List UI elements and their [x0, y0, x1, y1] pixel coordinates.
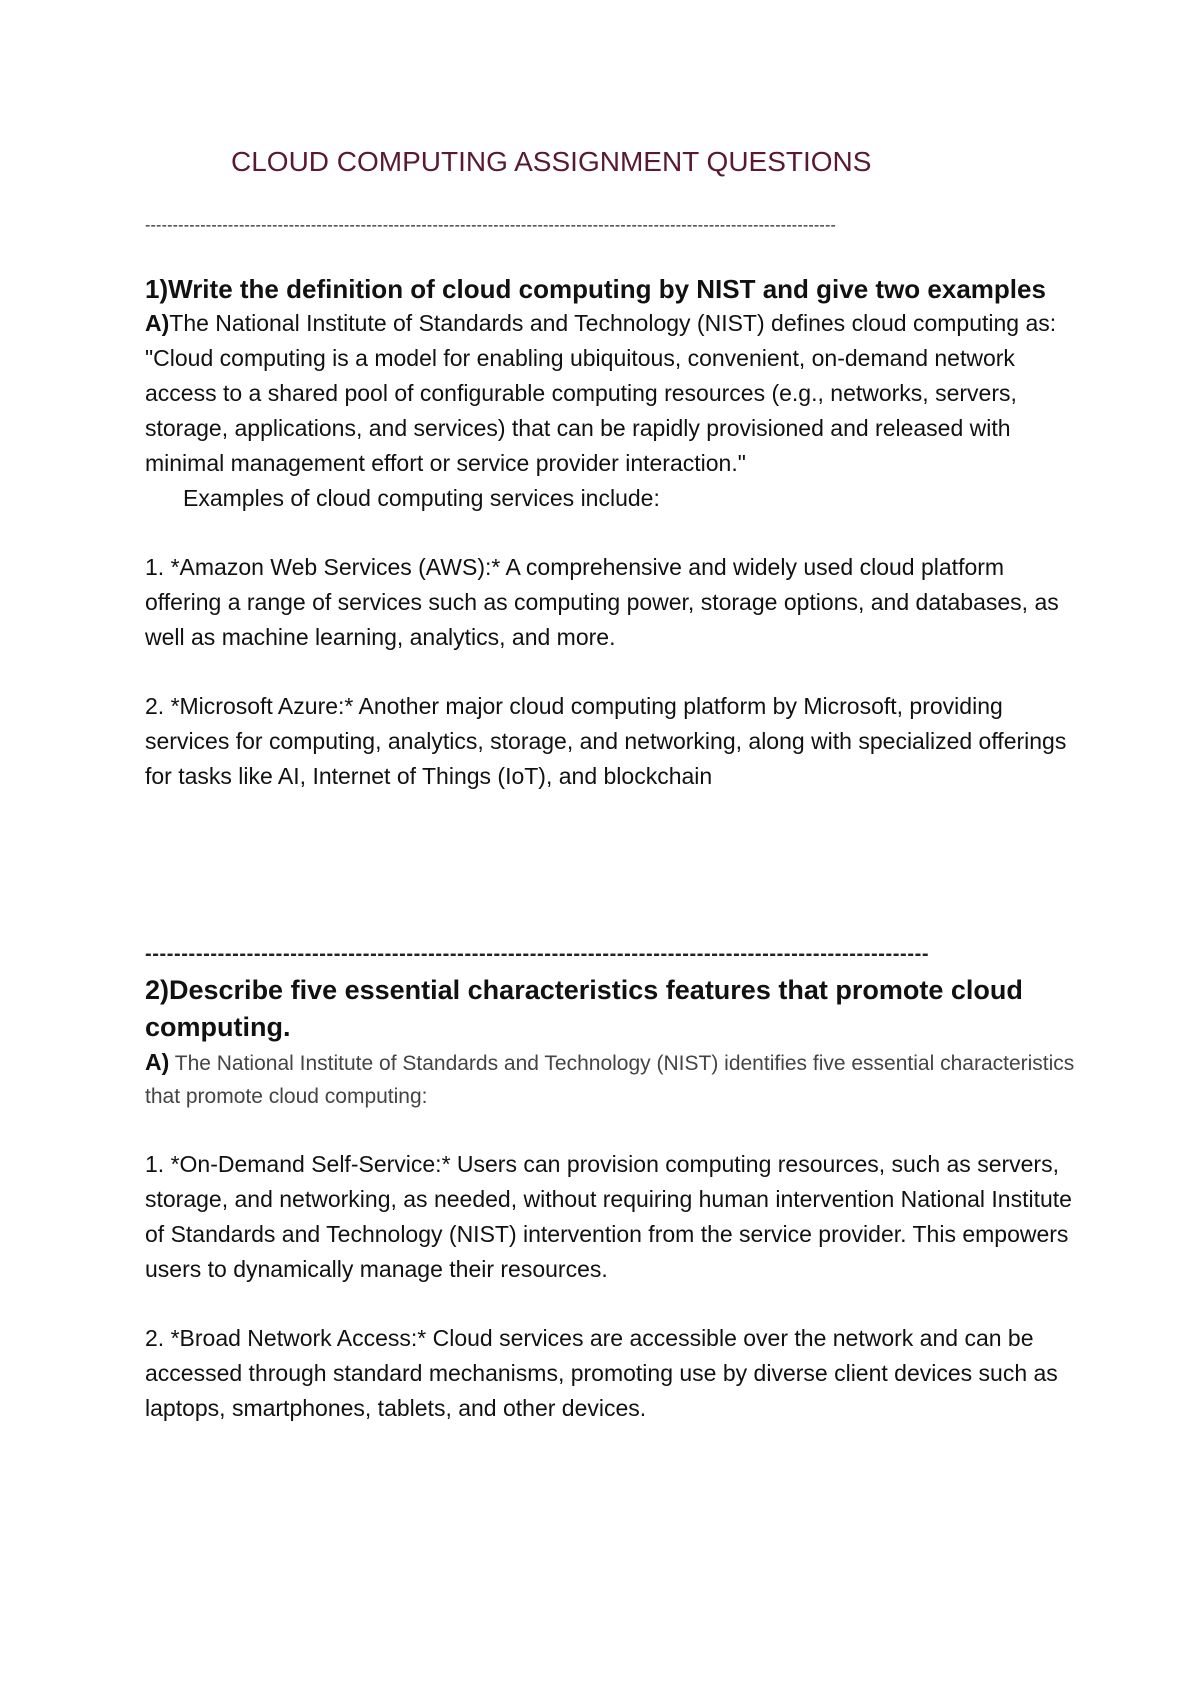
answer-label: A): [145, 310, 170, 336]
answer-label: A): [145, 1049, 170, 1075]
answer-intro-text: The National Institute of Standards and Technology (NIST) defines cloud computing as:: [169, 310, 1057, 336]
question-1-heading: 1)Write the definition of cloud computing by NIST and give two examples: [145, 274, 1046, 304]
question-1-section: [145, 272, 1075, 794]
example-item: 2. *Microsoft Azure:* Another major cloud computing platform by Microsoft, providing services for computing, analytics, storage, and networking, along with specialized offerings for tasks like AI, Internet of Things (IoT), and blockchain: [145, 693, 1067, 789]
characteristic-item: 1. *On-Demand Self-Service:* Users can provision computing resources, such as servers, storage, and networking, as needed, without requiring human intervention National Institute of Standards and Technology (NIST) intervention from the service provider. This empowers users to dynamically manage their resources.: [145, 1151, 1072, 1282]
characteristic-item: 2. *Broad Network Access:* Cloud services are accessible over the network and can be accessed through standard mechanisms, promoting use by diverse client devices such as laptops, smartphones, tablets, and other devices.: [145, 1325, 1058, 1421]
divider-line: -----------------------------------------------------------------------------------------------------------------------------: [145, 218, 837, 234]
question-2-heading: 2)Describe five essential characteristics features that promote cloud computing.: [145, 975, 1023, 1042]
nist-definition-quote: "Cloud computing is a model for enabling ubiquitous, convenient, on-demand network access to a shared pool of configurable computing resources (e.g., networks, servers, storage, applications, and services) that can be rapidly provisioned and released with minimal management effort or service provider interaction.": [145, 345, 1017, 476]
examples-intro: Examples of cloud computing services include:: [183, 485, 660, 511]
question-2-section: [145, 972, 1075, 1426]
document-title: CLOUD COMPUTING ASSIGNMENT QUESTIONS: [231, 146, 872, 177]
spacer: [145, 1287, 1075, 1321]
divider-line-bold: ------------------------------------------------------------------------------------------------------------: [145, 945, 930, 963]
answer-intro-text: The National Institute of Standards and Technology (NIST) identifies five essential characteristics that promote cloud computing:: [145, 1052, 1075, 1108]
example-item: 1. *Amazon Web Services (AWS):* A comprehensive and widely used cloud platform offering a range of services such as computing power, storage options, and databases, as well as machine learning, analytics, and more.: [145, 554, 1059, 650]
spacer: [145, 516, 1075, 550]
question-1-answer-intro: [145, 306, 1075, 341]
spacer: [145, 655, 1075, 689]
question-2-answer-intro: [145, 1046, 1075, 1113]
spacer: [145, 1113, 1075, 1147]
